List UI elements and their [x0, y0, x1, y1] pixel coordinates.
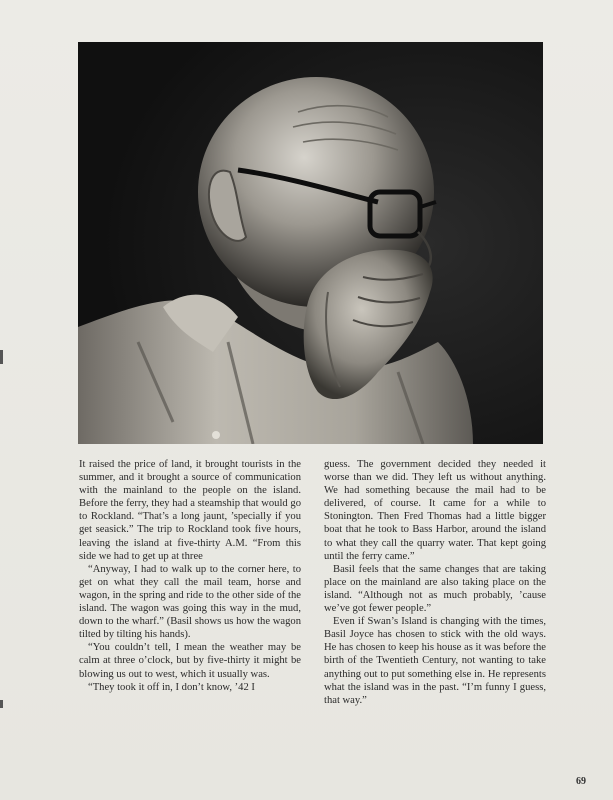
article-paragraph: “They took it off in, I don’t know, ’42 I — [88, 681, 255, 693]
article-paragraph: “Anyway, I had to walk up to the corner here, to get on what they call the mail team, horse and wagon, in the spring and ride to the other side of the island. The wagon was going this way in the mud, down to the wharf.” (Basil shows us how the wagon tilted by tilting his hands). — [79, 563, 301, 641]
article-column-left — [79, 458, 301, 694]
portrait-photo — [78, 42, 543, 444]
portrait-illustration — [78, 42, 543, 444]
binding-mark — [0, 700, 3, 708]
binding-mark — [0, 350, 3, 364]
article-paragraph: “You couldn’t tell, I mean the weather may be calm at three o’clock, but by five-thirty it might be blowing us out to west, which it usually was. — [79, 642, 301, 680]
article-column-right — [324, 458, 546, 707]
article-paragraph: Basil feels that the same changes that are taking place on the mainland are also taking place on the island. “Although not as much probably, ’cause we’ve got fewer people.” — [324, 563, 546, 615]
article-paragraph: Even if Swan’s Island is changing with the times, Basil Joyce has chosen to stick with the old ways. He has chosen to keep his house as it was before the birth of the Twentieth Century, not wanting to take anything out to put something else in. He represents what the island was in the past. “I’m funny I guess, that way.” — [324, 616, 546, 706]
page-number: 69 — [576, 776, 586, 787]
article-paragraph: guess. The government decided they needed it worse than we did. They left us without anything. We had something because the mail had to be delivered, of course. It came for a while to Stonington. Then Fred Thomas had a little bigger boat that he took to Bass Harbor, around the island to what they call the quarry water. That kept going until the ferry came.” — [324, 459, 546, 562]
article-paragraph: It raised the price of land, it brought tourists in the summer, and it brought a source of communication with the mainland to the people on the island. Before the ferry, they had a steamship that would go to Rockland. “That’s a long jaunt, ’specially if you get seasick.” The trip to Rockland took five hours, leaving the island at five-thirty A.M. “From this side we had to get up at three — [79, 459, 301, 562]
